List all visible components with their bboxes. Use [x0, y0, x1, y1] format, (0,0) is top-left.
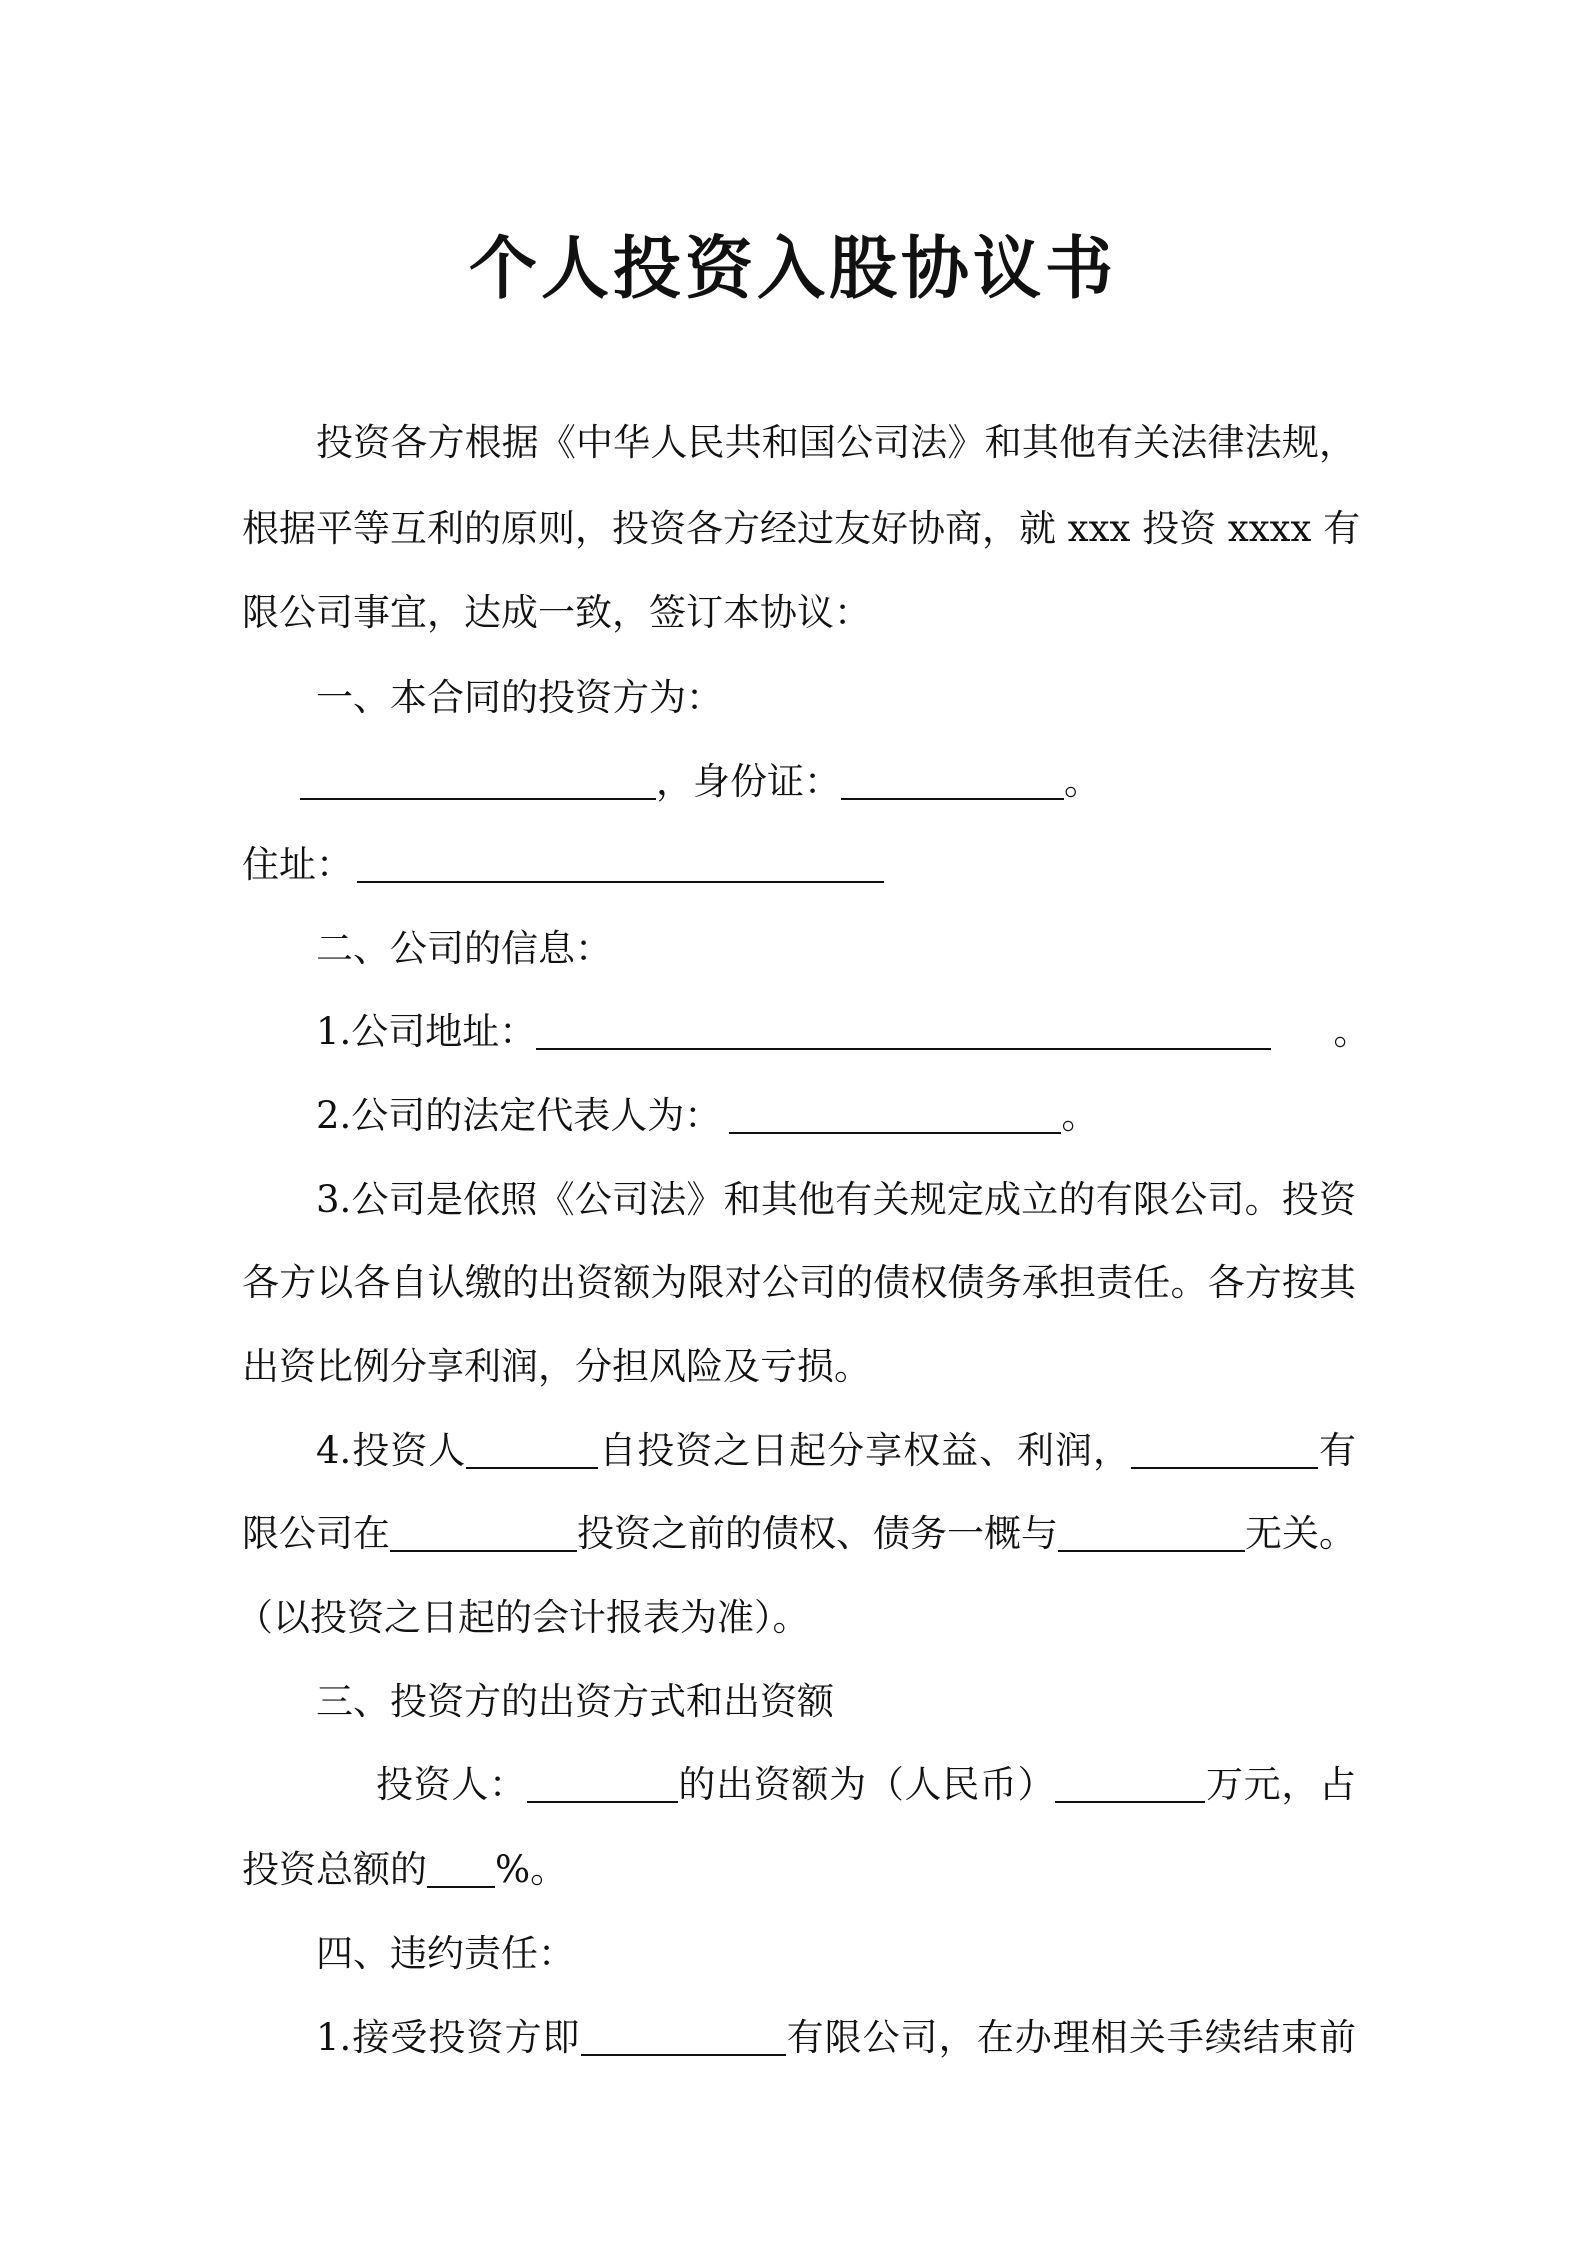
section-4-heading: 四、违约责任： — [316, 1932, 575, 1975]
address-label: 住址： — [242, 843, 353, 886]
contribution-line — [242, 1755, 1356, 1815]
company-blank — [1131, 1421, 1318, 1469]
address-line — [242, 835, 1356, 895]
document-title: 个人投资入股协议书 — [468, 229, 1117, 309]
text: 投资之前的债权、债务一概与 — [577, 1512, 1058, 1555]
text: 4.投资人 — [316, 1429, 467, 1472]
text: 有限公司，在办理相关手续结束前 — [785, 2016, 1356, 2059]
text: 万元，占 — [1205, 1763, 1357, 1806]
item3-line: 3.公司是依照《公司法》和其他有关规定成立的有限公司。投资 — [316, 1178, 1356, 1221]
company-address-label: 1.公司地址： — [316, 1010, 537, 1053]
company-address-blank — [536, 1002, 1271, 1050]
item3-line: 出资比例分享利润，分担风险及亏损。 — [242, 1345, 871, 1388]
period: 。 — [1061, 1094, 1099, 1137]
percent-blank — [427, 1840, 495, 1888]
legal-rep-line — [242, 1086, 1356, 1146]
section-1-heading: 一、本合同的投资方为： — [316, 676, 723, 719]
text: 1.接受投资方即 — [316, 2016, 581, 2059]
preamble-line: 根据平等互利的原则，投资各方经过友好协商，就 xxx 投资 xxxx 有 — [242, 507, 1361, 550]
breach-line — [242, 2008, 1356, 2068]
text: 投资人： — [376, 1763, 527, 1806]
investor-name-blank — [300, 752, 656, 800]
investor-blank — [466, 1421, 598, 1469]
amount-blank — [1055, 1755, 1205, 1803]
preamble-line: 投资各方根据《中华人民共和国公司法》和其他有关法律法规， — [316, 421, 1356, 464]
investor-blank — [527, 1755, 678, 1803]
section-2-heading: 二、公司的信息： — [316, 927, 612, 970]
legal-rep-blank — [729, 1086, 1061, 1134]
address-blank — [357, 835, 884, 883]
id-label: ，身份证： — [656, 760, 841, 803]
date-blank — [390, 1504, 577, 1552]
investor-blank — [1058, 1504, 1245, 1552]
id-number-blank — [841, 752, 1064, 800]
text: 限公司在 — [242, 1512, 390, 1555]
preamble-line: 限公司事宜，达成一致，签订本协议： — [242, 591, 871, 634]
item4-line: （以投资之日起的会计报表为准）。 — [236, 1596, 810, 1639]
text: %。 — [495, 1848, 568, 1891]
period: 。 — [1333, 1010, 1371, 1053]
legal-rep-label: 2.公司的法定代表人为： — [316, 1094, 722, 1137]
period: 。 — [1064, 760, 1101, 803]
contribution-line — [242, 1840, 1356, 1900]
company-address-line — [242, 1002, 1371, 1062]
item3-line: 各方以各自认缴的出资额为限对公司的债权债务承担责任。各方按其 — [242, 1261, 1356, 1304]
text: 无关。 — [1245, 1512, 1356, 1555]
text: 的出资额为（人民币） — [677, 1763, 1056, 1806]
text: 自投资之日起分享权益、利润， — [598, 1429, 1132, 1472]
item4-line — [242, 1504, 1356, 1564]
text: 投资总额的 — [242, 1848, 427, 1891]
investor-line — [242, 752, 1356, 812]
item4-line — [242, 1421, 1356, 1481]
section-3-heading: 三、投资方的出资方式和出资额 — [316, 1680, 834, 1723]
text: 有 — [1318, 1429, 1356, 1472]
company-blank — [581, 2008, 786, 2056]
